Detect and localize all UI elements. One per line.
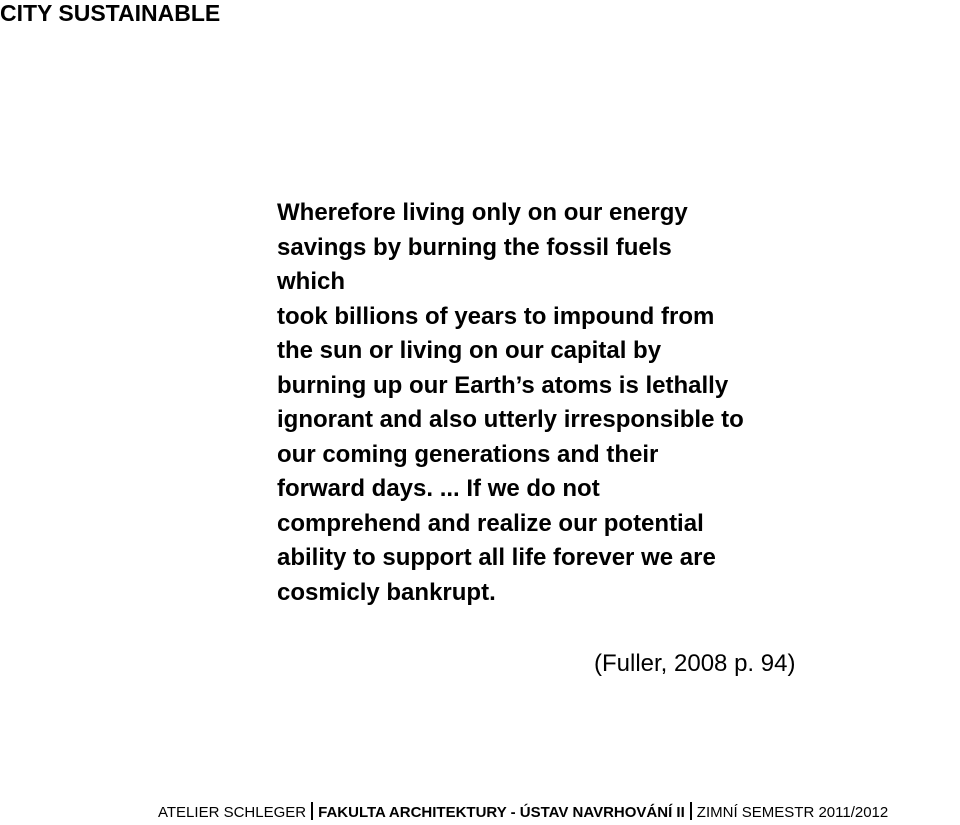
page-footer (158, 802, 888, 823)
quote-line: the sun or living on our capital by (277, 337, 662, 364)
quote-line: which (277, 268, 346, 295)
quote-line: burning up our Earth’s atoms is lethally (277, 371, 729, 399)
quote-line: forward days. ... If we do not (277, 475, 600, 502)
quote-line: comprehend and realize our potential (277, 509, 704, 537)
footer-divider (690, 802, 692, 820)
footer-studio: ATELIER SCHLEGER (158, 804, 307, 821)
quote-line: savings by burning the fossil fuels (277, 233, 672, 261)
quote-line: ability to support all life forever we are (277, 544, 716, 571)
quote-line: took billions of years to impound from (277, 302, 715, 330)
page-title: CITY SUSTAINABLE (0, 0, 221, 26)
quote-line: cosmicly bankrupt. (277, 578, 496, 606)
quote-line: Wherefore living only on our energy (277, 199, 688, 226)
footer-divider (311, 802, 313, 820)
quote-line: our coming generations and their (277, 440, 659, 468)
footer-semester: ZIMNÍ SEMESTR 2011/2012 (696, 804, 889, 821)
quote-block (277, 196, 877, 610)
quote-line: ignorant and also utterly irresponsible to (277, 406, 744, 433)
quote-citation: (Fuller, 2008 p. 94) (594, 650, 796, 677)
footer-faculty: FAKULTA ARCHITEKTURY - ÚSTAV NAVRHOVÁNÍ II (318, 804, 685, 821)
